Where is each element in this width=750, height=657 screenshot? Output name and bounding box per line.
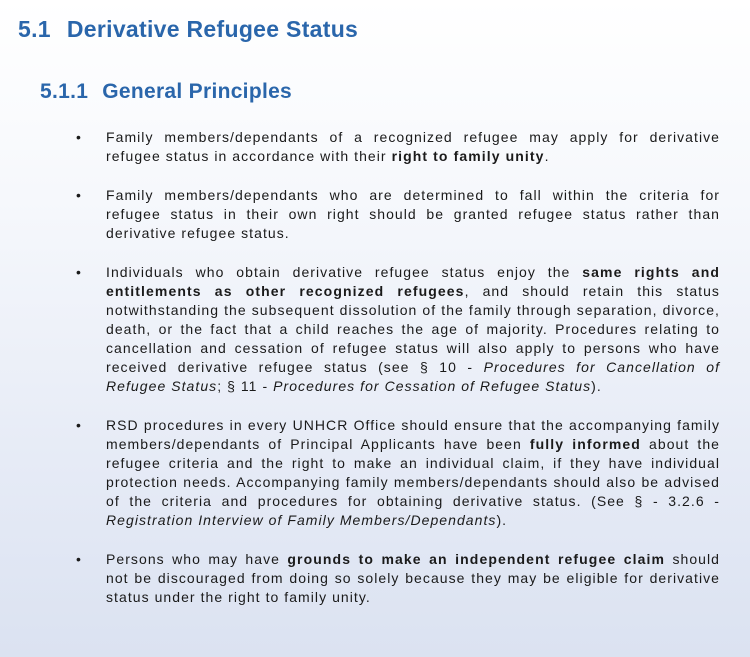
subsection-heading bbox=[40, 80, 292, 104]
item-emphasis: grounds to make an independent refugee claim bbox=[287, 551, 666, 567]
list-item bbox=[76, 550, 720, 607]
section-reference: Procedures for Cessation of Refugee Status bbox=[273, 378, 592, 394]
item-text: , and should retain this status notwithstanding the subsequent dissolution of the family through separation, divorce, death, or the fact that a child reaches the age of majority. Procedures relating to cancellation and cessation of refugee status will also apply to persons who have received derivative refugee status (see § 10 - bbox=[106, 283, 720, 375]
subsection-number: 5.1.1 bbox=[40, 80, 89, 103]
section-reference: Registration Interview of Family Members/Dependants bbox=[106, 512, 497, 528]
item-text: Individuals who obtain derivative refugee status enjoy the bbox=[106, 264, 583, 280]
section-title: Derivative Refugee Status bbox=[66, 16, 359, 42]
section-number: 5.1 bbox=[18, 16, 51, 42]
section-reference: Procedures for Cancellation of Refugee Status bbox=[106, 359, 721, 394]
principles-list bbox=[76, 128, 720, 627]
bullet-icon: • bbox=[76, 187, 82, 203]
list-item bbox=[76, 128, 720, 166]
item-text: ). bbox=[591, 378, 602, 394]
item-emphasis: right to family unity bbox=[391, 148, 545, 164]
list-item bbox=[76, 263, 720, 396]
item-text: about the refugee criteria and the right to make an individual claim, if they have individual protection needs. Accompanying family members/dependants should also be advised of the criteria and procedures for obtaining derivative status. (See § - 3.2.6 - bbox=[106, 436, 721, 509]
item-text: should not be discouraged from doing so solely because they may be eligible for derivative status under the right to family unity. bbox=[106, 551, 720, 605]
item-text: ; § 11 - bbox=[217, 378, 274, 394]
item-text: . bbox=[544, 148, 550, 164]
item-emphasis: fully informed bbox=[529, 436, 641, 452]
bullet-icon: • bbox=[76, 551, 82, 567]
section-heading bbox=[18, 16, 358, 43]
bullet-icon: • bbox=[76, 264, 82, 280]
item-text: RSD procedures in every UNHCR Office should ensure that the accompanying family members/dependants of Principal Applicants have been bbox=[106, 417, 720, 452]
item-text: ). bbox=[496, 512, 508, 528]
bullet-icon: • bbox=[76, 129, 82, 145]
subsection-title: General Principles bbox=[102, 80, 293, 103]
item-text: Family members/dependants who are determined to fall within the criteria for refugee status in their own right should be granted refugee status rather than derivative refugee status. bbox=[106, 187, 720, 241]
bullet-icon: • bbox=[76, 417, 82, 433]
item-emphasis: same rights and entitlements as other recognized refugees bbox=[106, 264, 720, 299]
item-text: Persons who may have bbox=[106, 551, 288, 567]
list-item bbox=[76, 186, 720, 243]
list-item bbox=[76, 416, 720, 530]
item-text: Family members/dependants of a recognized refugee may apply for derivative refugee status in accordance with their bbox=[106, 129, 720, 164]
